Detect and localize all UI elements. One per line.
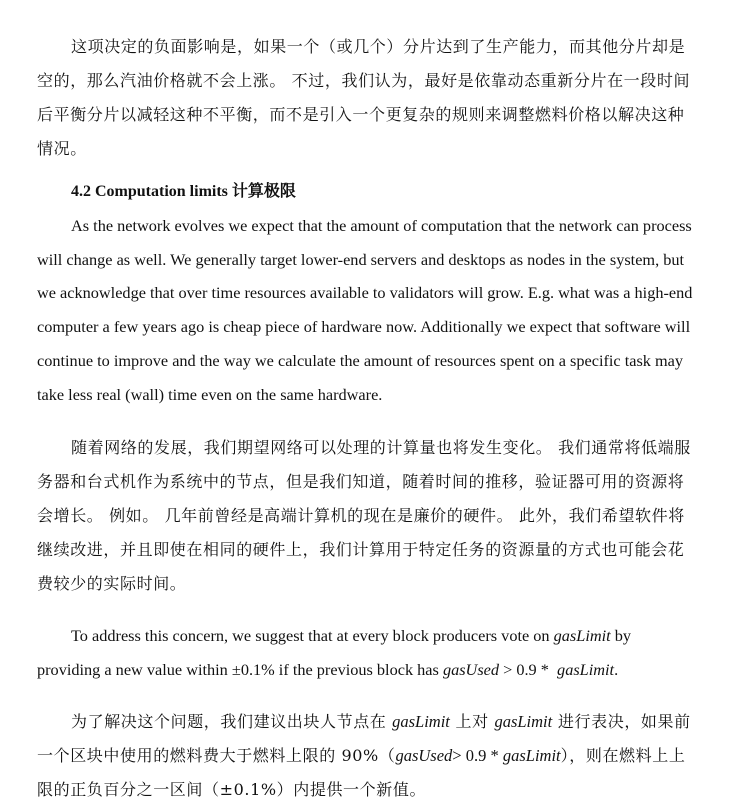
- paragraph-negative-impact: 这项决定的负面影响是，如果一个（或几个）分片达到了生产能力，而其他分片却是空的，那么汽油价格就不会上涨。 不过，我们认为，最好是依靠动态重新分片在一段时间后平衡分片以减轻这种不平衡，而不是引入一个更复杂的规则来调整燃料价格以解决这种情况。: [37, 37, 691, 158]
- paragraph-computation-zh: 随着网络的发展，我们期望网络可以处理的计算量也将发生变化。 我们通常将低端服务器和台式机作为系统中的节点，但是我们知道，随着时间的推移，验证器可用的资源将会增长。 例如。 几年前曾经是高端计算机的现在是廉价的硬件。 此外，我们希望软件将继续改进，并且即使在相同的硬件上，我们计算用于特定任务的资源量的方式也可能会花费较少的实际时间。: [37, 438, 691, 594]
- text-run: 进行表决，如果前一个区块中使用的燃料费大于燃料上限的 90%（: [37, 711, 691, 765]
- spacer: [37, 601, 697, 619]
- text-run: To address this concern, we suggest that at every block producers vote on: [71, 626, 554, 646]
- section-heading: 4.2 Computation limits 计算极限: [71, 183, 296, 200]
- text-run: ），则在燃料上上限的正负百分之一区间（±0.1%）内提供一个新值。: [37, 745, 686, 799]
- document-page: [37, 30, 697, 807]
- text-run: .: [614, 659, 619, 679]
- term-gaslimit: gasLimit: [494, 711, 553, 731]
- text-run: 为了解决这个问题，我们建议出块人节点在: [71, 711, 393, 731]
- spacer: [37, 687, 697, 705]
- term-gaslimit: gasLimit: [502, 745, 561, 765]
- text-run: by providing a new value within ±0.1% if the previous block has: [37, 626, 632, 679]
- term-gaslimit: gasLimit: [557, 659, 615, 679]
- term-gaslimit: gasLimit: [553, 626, 611, 646]
- text-run: 上对: [449, 711, 495, 731]
- paragraph-computation-en: As the network evolves we expect that the amount of computation that the network can process will change as well. We generally target lower-end servers and desktops as nodes in the system, but we acknowledge that over time resources available to validators will grow. E.g. what was a high-end computer a few years ago is cheap piece of hardware now. Additionally we expect that software will continue to improve and the way we calculate the amount of resources spent on a specific task may take less real (wall) time even on the same hardware.: [37, 216, 693, 404]
- text-run: > 0.9 *: [452, 745, 503, 765]
- spacer: [37, 166, 697, 180]
- term-gasused: gasUsed: [395, 745, 453, 765]
- term-gaslimit: gasLimit: [392, 711, 450, 731]
- text-run: > 0.9 *: [499, 659, 558, 679]
- paragraph-concern-zh: [37, 705, 697, 807]
- paragraph-concern-en: [37, 619, 697, 686]
- term-gasused: gasUsed: [442, 659, 500, 679]
- spacer: [37, 411, 697, 431]
